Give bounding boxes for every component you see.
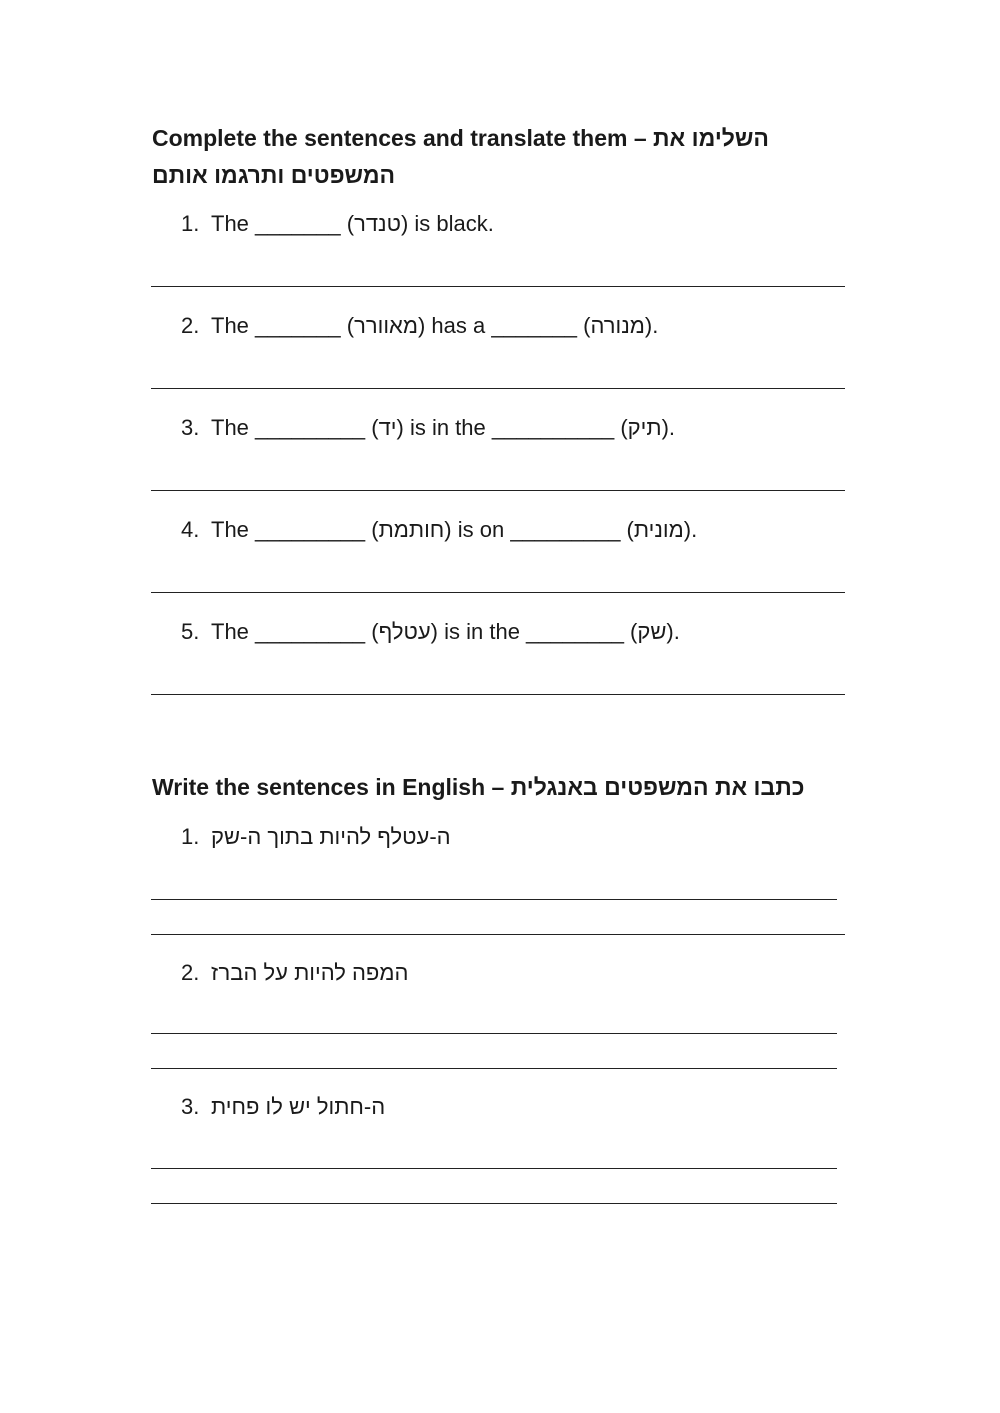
section1-item-4	[181, 515, 861, 545]
answer-line[interactable]	[151, 286, 845, 287]
item-text: ה-חתול יש לו פחית	[211, 1094, 386, 1119]
item-number: 3.	[181, 415, 200, 440]
item-text: The _________ (יד) is in the __________ (תיק).	[211, 415, 676, 440]
item-number: 2.	[181, 313, 200, 338]
answer-line[interactable]	[151, 1168, 837, 1169]
item-text: ה-עטלף להיות בתוך ה-שק	[211, 824, 451, 849]
section2-item-1	[181, 822, 861, 852]
answer-line[interactable]	[151, 1203, 837, 1204]
section2-heading: Write the sentences in English – כתבו את המשפטים באנגלית	[152, 774, 805, 800]
section1-heading-line2: המשפטים ותרגמו אותם	[152, 162, 396, 188]
item-text: The _________ (עטלף) is in the ________ (שק).	[211, 619, 680, 644]
item-text: המפה להיות על הברז	[211, 960, 409, 985]
section1-item-5	[181, 617, 861, 647]
section1-item-2	[181, 311, 861, 341]
section1-item-3	[181, 413, 861, 443]
item-number: 5.	[181, 619, 200, 644]
section2-item-3	[181, 1092, 861, 1122]
answer-line[interactable]	[151, 388, 845, 389]
answer-line[interactable]	[151, 694, 845, 695]
item-number: 2.	[181, 960, 200, 985]
item-text: The _______ (טנדר) is black.	[211, 211, 494, 236]
item-number: 1.	[181, 211, 200, 236]
item-text: The _________ (חותמת) is on _________ (מונית).	[211, 517, 698, 542]
item-number: 4.	[181, 517, 200, 542]
answer-line[interactable]	[151, 490, 845, 491]
item-number: 1.	[181, 824, 200, 849]
section1-item-1	[181, 209, 861, 239]
answer-line[interactable]	[151, 592, 845, 593]
item-number: 3.	[181, 1094, 200, 1119]
item-text: The _______ (מאוורר) has a _______ (מנורה).	[211, 313, 659, 338]
answer-line[interactable]	[151, 1033, 837, 1034]
section2-item-2	[181, 958, 861, 988]
answer-line[interactable]	[151, 1068, 837, 1069]
answer-line[interactable]	[151, 899, 837, 900]
section1-heading-line1: Complete the sentences and translate them – השלימו את	[152, 125, 769, 151]
answer-line[interactable]	[151, 934, 845, 935]
